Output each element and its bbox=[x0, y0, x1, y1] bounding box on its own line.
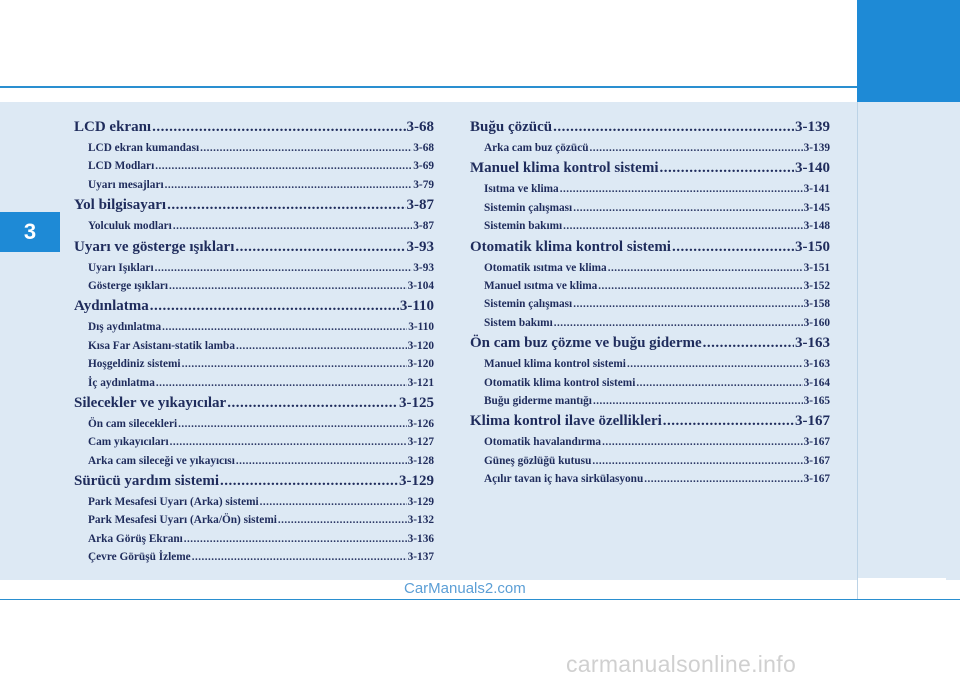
toc-page-number: 3-167 bbox=[803, 454, 830, 467]
toc-subsection-entry[interactable] bbox=[470, 180, 830, 198]
toc-page-number: 3-151 bbox=[803, 261, 830, 274]
toc-page-number: 3-93 bbox=[413, 261, 434, 274]
header-rule bbox=[0, 86, 960, 88]
toc-entry-title: Uyarı mesajları bbox=[88, 178, 164, 191]
toc-page-number: 3-128 bbox=[407, 454, 434, 467]
toc-dot-leader bbox=[200, 139, 412, 157]
toc-entry-title: Klima kontrol ilave özellikleri bbox=[470, 413, 662, 430]
toc-dot-leader bbox=[227, 392, 398, 415]
toc-page-number: 3-104 bbox=[407, 279, 434, 292]
toc-entry-title: Uyarı ve gösterge ışıkları bbox=[74, 238, 235, 255]
toc-entry-title: Sistemin çalışması bbox=[484, 201, 573, 214]
toc-subsection-entry[interactable] bbox=[74, 355, 434, 373]
toc-dot-leader bbox=[220, 470, 398, 493]
toc-dot-leader bbox=[573, 199, 802, 217]
toc-section-entry[interactable] bbox=[74, 470, 434, 493]
toc-section-entry[interactable] bbox=[74, 295, 434, 318]
right-margin-notch bbox=[946, 578, 960, 580]
toc-entry-title: Güneş gözlüğü kutusu bbox=[484, 454, 592, 467]
toc-page-number: 3-132 bbox=[407, 514, 434, 527]
toc-dot-leader bbox=[608, 259, 803, 277]
toc-page-number: 3-137 bbox=[407, 551, 434, 564]
toc-entry-title: Otomatik klima kontrol sistemi bbox=[470, 238, 671, 255]
toc-page-number: 3-127 bbox=[407, 436, 434, 449]
toc-subsection-entry[interactable] bbox=[470, 433, 830, 451]
toc-subsection-entry[interactable] bbox=[74, 259, 434, 277]
toc-entry-title: Sistemin bakımı bbox=[484, 220, 563, 233]
toc-dot-leader bbox=[593, 392, 803, 410]
toc-page-number: 3-121 bbox=[407, 376, 434, 389]
toc-dot-leader bbox=[178, 415, 407, 433]
toc-section-entry[interactable] bbox=[74, 236, 434, 259]
toc-entry-title: Yol bilgisayarı bbox=[74, 197, 167, 214]
toc-page-number: 3-163 bbox=[803, 358, 830, 371]
toc-entry-title: LCD ekranı bbox=[74, 119, 152, 135]
toc-entry-title: Arka cam sileceği ve yıkayıcısı bbox=[88, 454, 235, 467]
toc-dot-leader bbox=[169, 277, 407, 295]
toc-dot-leader bbox=[659, 157, 794, 180]
toc-dot-leader bbox=[162, 318, 407, 336]
toc-subsection-entry[interactable] bbox=[470, 139, 830, 157]
toc-page-number: 3-167 bbox=[795, 413, 830, 430]
toc-dot-leader bbox=[590, 139, 803, 157]
toc-dot-leader bbox=[592, 452, 802, 470]
toc-entry-title: Silecekler ve yıkayıcılar bbox=[74, 394, 227, 411]
toc-subsection-entry[interactable] bbox=[74, 530, 434, 548]
margin-divider bbox=[857, 102, 858, 600]
toc-page-number: 3-68 bbox=[413, 142, 434, 154]
toc-entry-title: Açılır tavan iç hava sirkülasyonu bbox=[484, 473, 644, 486]
toc-column-left bbox=[74, 116, 434, 567]
toc-page-number: 3-152 bbox=[803, 279, 830, 292]
toc-section-entry[interactable] bbox=[74, 194, 434, 217]
toc-dot-leader bbox=[235, 236, 405, 259]
toc-subsection-entry[interactable] bbox=[74, 374, 434, 392]
chapter-number-badge: 3 bbox=[0, 212, 60, 252]
toc-dot-leader bbox=[173, 217, 412, 235]
toc-dot-leader bbox=[150, 295, 399, 318]
toc-dot-leader bbox=[563, 217, 802, 235]
toc-dot-leader bbox=[672, 236, 794, 259]
toc-subsection-entry[interactable] bbox=[470, 199, 830, 217]
toc-subsection-entry[interactable] bbox=[470, 392, 830, 410]
toc-page-number: 3-129 bbox=[399, 473, 434, 490]
toc-page-number: 3-110 bbox=[399, 298, 434, 315]
toc-page-number: 3-87 bbox=[406, 197, 434, 214]
toc-dot-leader bbox=[573, 295, 802, 313]
toc-entry-title: Sistem bakımı bbox=[484, 316, 553, 329]
toc-subsection-entry[interactable] bbox=[470, 355, 830, 373]
toc-page-number: 3-164 bbox=[803, 376, 830, 389]
toc-subsection-entry[interactable] bbox=[470, 470, 830, 488]
toc-entry-title: LCD Modları bbox=[88, 160, 155, 173]
toc-dot-leader bbox=[152, 116, 405, 139]
toc-dot-leader bbox=[598, 277, 802, 295]
toc-dot-leader bbox=[560, 180, 803, 198]
toc-entry-title: Isıtma ve klima bbox=[484, 183, 559, 196]
toc-subsection-entry[interactable] bbox=[74, 548, 434, 566]
toc-subsection-entry[interactable] bbox=[470, 452, 830, 470]
toc-subsection-entry[interactable] bbox=[74, 277, 434, 295]
toc-section-entry[interactable] bbox=[470, 236, 830, 259]
toc-section-entry[interactable] bbox=[74, 116, 434, 139]
toc-entry-title: Hoşgeldiniz sistemi bbox=[88, 358, 181, 371]
toc-page-number: 3-129 bbox=[407, 496, 434, 509]
toc-page-number: 3-125 bbox=[399, 394, 434, 411]
toc-dot-leader bbox=[260, 493, 407, 511]
toc-entry-title: Otomatik havalandırma bbox=[484, 436, 602, 449]
toc-entry-title: Aydınlatma bbox=[74, 298, 149, 315]
toc-entry-title: Park Mesafesi Uyarı (Arka/Ön) sistemi bbox=[88, 514, 277, 527]
toc-dot-leader bbox=[167, 194, 405, 217]
toc-subsection-entry[interactable] bbox=[470, 277, 830, 295]
toc-page-number: 3-139 bbox=[795, 119, 830, 135]
toc-subsection-entry[interactable] bbox=[470, 314, 830, 332]
toc-section-entry[interactable] bbox=[470, 332, 830, 355]
toc-page-number: 3-110 bbox=[408, 321, 434, 334]
toc-page-number: 3-69 bbox=[413, 160, 434, 173]
toc-dot-leader bbox=[553, 116, 794, 139]
toc-subsection-entry[interactable] bbox=[74, 217, 434, 235]
toc-dot-leader bbox=[192, 548, 407, 566]
toc-dot-leader bbox=[156, 374, 407, 392]
toc-dot-leader bbox=[627, 355, 803, 373]
chapter-side-tab bbox=[857, 0, 960, 102]
toc-dot-leader bbox=[703, 332, 794, 355]
toc-entry-title: Sürücü yardım sistemi bbox=[74, 473, 220, 490]
toc-subsection-entry[interactable] bbox=[74, 493, 434, 511]
toc-entry-title: Buğu çözücü bbox=[470, 119, 553, 135]
toc-entry-title: Ön cam silecekleri bbox=[88, 417, 178, 430]
toc-dot-leader bbox=[155, 259, 413, 277]
toc-page-number: 3-160 bbox=[803, 316, 830, 329]
toc-entry-title: Arka Görüş Ekranı bbox=[88, 532, 183, 545]
toc-page-number: 3-68 bbox=[406, 119, 434, 135]
toc-entry-title: Buğu giderme mantığı bbox=[484, 394, 592, 407]
toc-page-number: 3-148 bbox=[803, 220, 830, 233]
toc-page-number: 3-158 bbox=[803, 298, 830, 311]
toc-section-entry[interactable] bbox=[74, 392, 434, 415]
toc-subsection-entry[interactable] bbox=[74, 318, 434, 336]
toc-page-number: 3-79 bbox=[413, 178, 434, 191]
toc-page-number: 3-150 bbox=[795, 238, 830, 255]
toc-entry-title: Manuel klima kontrol sistemi bbox=[484, 358, 626, 371]
toc-dot-leader bbox=[184, 530, 407, 548]
toc-subsection-entry[interactable] bbox=[74, 337, 434, 355]
toc-dot-leader bbox=[170, 433, 407, 451]
toc-dot-leader bbox=[155, 157, 412, 175]
toc-page-number: 3-120 bbox=[407, 339, 434, 352]
toc-entry-title: Kısa Far Asistanı-statik lamba bbox=[88, 339, 235, 352]
toc-page-number: 3-140 bbox=[795, 160, 830, 177]
toc-page-number: 3-163 bbox=[795, 335, 830, 352]
toc-dot-leader bbox=[165, 176, 413, 194]
toc-dot-leader bbox=[636, 374, 802, 392]
toc-entry-title: Otomatik ısıtma ve klima bbox=[484, 261, 607, 274]
toc-dot-leader bbox=[278, 511, 407, 529]
toc-subsection-entry[interactable] bbox=[74, 452, 434, 470]
toc-dot-leader bbox=[602, 433, 803, 451]
toc-entry-title: Dış aydınlatma bbox=[88, 321, 162, 334]
toc-section-entry[interactable] bbox=[470, 410, 830, 433]
toc-entry-title: Gösterge ışıkları bbox=[88, 279, 169, 292]
toc-subsection-entry[interactable] bbox=[74, 139, 434, 157]
toc-page-number: 3-87 bbox=[413, 220, 434, 233]
toc-entry-title: İç aydınlatma bbox=[88, 376, 155, 389]
toc-entry-title: Otomatik klima kontrol sistemi bbox=[484, 376, 636, 389]
toc-column-right bbox=[470, 116, 830, 488]
toc-subsection-entry[interactable] bbox=[74, 511, 434, 529]
toc-page-number: 3-120 bbox=[407, 358, 434, 371]
toc-dot-leader bbox=[663, 410, 794, 433]
toc-page-number: 3-167 bbox=[803, 473, 830, 486]
toc-subsection-entry[interactable] bbox=[470, 295, 830, 313]
toc-entry-title: Manuel klima kontrol sistemi bbox=[470, 160, 659, 177]
toc-page-number: 3-126 bbox=[407, 417, 434, 430]
toc-page-number: 3-93 bbox=[406, 238, 434, 255]
toc-entry-title: Park Mesafesi Uyarı (Arka) sistemi bbox=[88, 496, 259, 509]
toc-entry-title: Ön cam buz çözme ve buğu giderme bbox=[470, 335, 702, 352]
toc-dot-leader bbox=[182, 355, 407, 373]
toc-section-entry[interactable] bbox=[470, 157, 830, 180]
toc-entry-title: Uyarı Işıkları bbox=[88, 261, 154, 274]
footer-rule bbox=[0, 599, 960, 600]
toc-page-number: 3-145 bbox=[803, 201, 830, 214]
toc-subsection-entry[interactable] bbox=[74, 157, 434, 175]
right-margin-panel bbox=[858, 102, 960, 578]
toc-dot-leader bbox=[236, 337, 407, 355]
toc-subsection-entry[interactable] bbox=[74, 415, 434, 433]
site-footer-text: carmanualsonline.info bbox=[566, 651, 797, 677]
toc-subsection-entry[interactable] bbox=[470, 217, 830, 235]
toc-subsection-entry[interactable] bbox=[74, 433, 434, 451]
toc-entry-title: Sistemin çalışması bbox=[484, 298, 573, 311]
toc-page-number: 3-139 bbox=[803, 142, 830, 154]
toc-entry-title: Çevre Görüşü İzleme bbox=[88, 551, 191, 564]
toc-dot-leader bbox=[554, 314, 803, 332]
toc-entry-title: Arka cam buz çözücü bbox=[484, 142, 589, 154]
toc-dot-leader bbox=[644, 470, 802, 488]
watermark-link[interactable]: CarManuals2.com bbox=[404, 580, 526, 597]
toc-section-entry[interactable] bbox=[470, 116, 830, 139]
toc-subsection-entry[interactable] bbox=[470, 259, 830, 277]
toc-page-number: 3-167 bbox=[803, 436, 830, 449]
toc-page-number: 3-165 bbox=[803, 394, 830, 407]
toc-dot-leader bbox=[236, 452, 407, 470]
toc-subsection-entry[interactable] bbox=[74, 176, 434, 194]
toc-entry-title: LCD ekran kumandası bbox=[88, 142, 200, 154]
toc-page-number: 3-141 bbox=[803, 183, 830, 196]
toc-entry-title: Cam yıkayıcıları bbox=[88, 436, 169, 449]
toc-page-number: 3-136 bbox=[407, 532, 434, 545]
toc-subsection-entry[interactable] bbox=[470, 374, 830, 392]
toc-entry-title: Manuel ısıtma ve klima bbox=[484, 279, 598, 292]
toc-entry-title: Yolculuk modları bbox=[88, 220, 172, 233]
